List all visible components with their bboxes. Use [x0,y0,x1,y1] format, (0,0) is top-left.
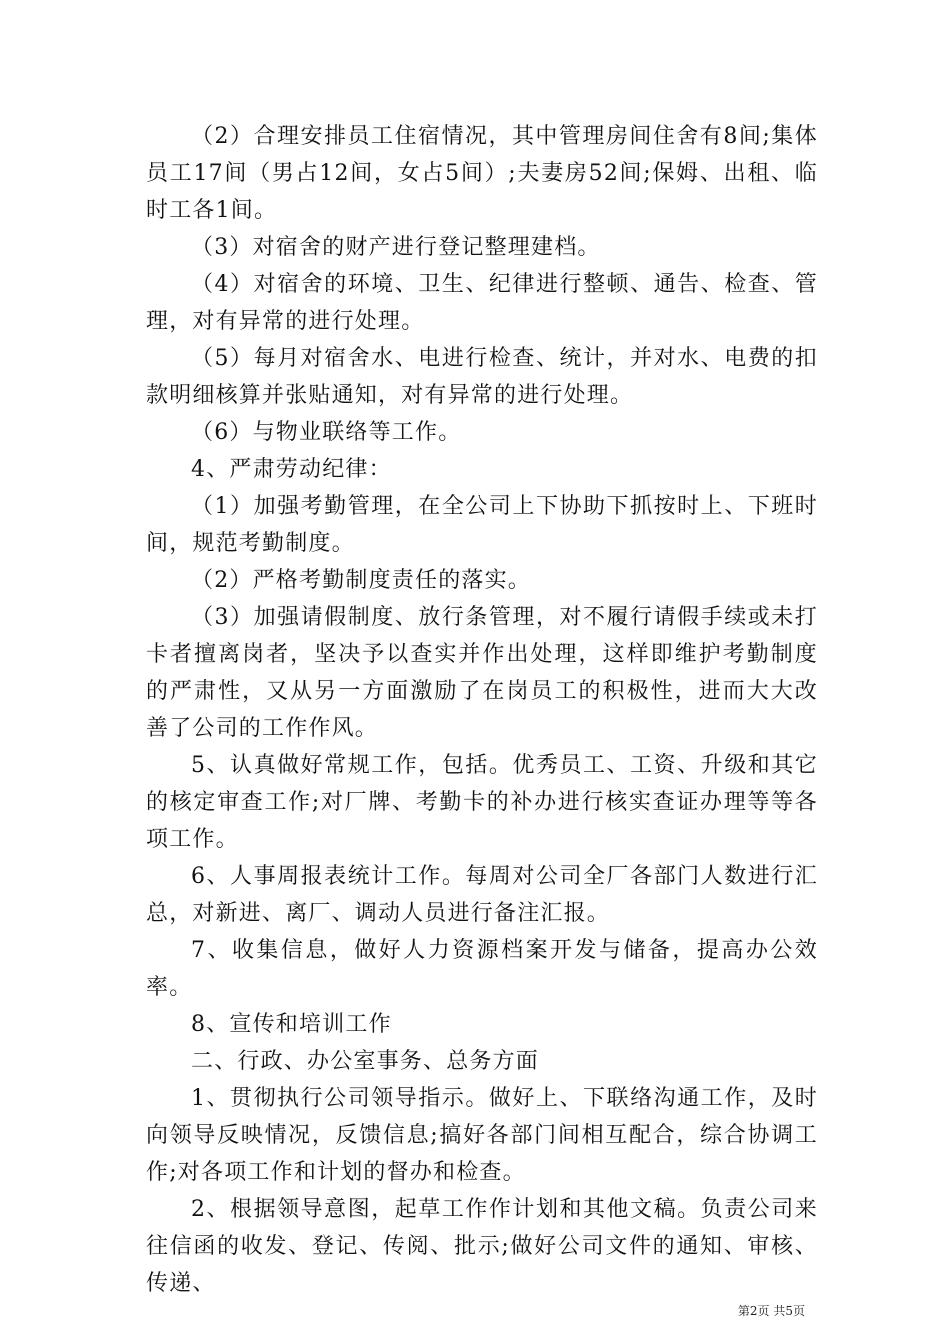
heading-labor-discipline: 4、严肃劳动纪律： [191,457,392,482]
paragraph-attendance-responsibility: （2）严格考勤制度责任的落实。 [191,568,531,593]
paragraph-utilities-check: （5）每月对宿舍水、电进行检查、统计，并对水、电费的扣款明细核算并张贴通知，对有异常的进行处理。 [146,346,818,408]
paragraph-property-liaison: （6）与物业联络等工作。 [191,420,462,445]
paragraph-weekly-report: 6、人事周报表统计工作。每周对公司全厂各部门人数进行汇总，对新进、离厂、调动人员进行备注汇报。 [146,864,818,926]
paragraph-attendance-management: （1）加强考勤管理，在全公司上下协助下抓按时上、下班时间，规范考勤制度。 [146,494,818,556]
paragraph-leave-system: （3）加强请假制度、放行条管理，对不履行请假手续或未打卡者擅离岗者，坚决予以查实并作出处理，这样即维护考勤制度的严肃性，又从另一方面激励了在岗员工的积极性，进而大大改善了公司的工作作风。 [146,605,818,741]
page-number-footer: 第2页 共5页 [737,1304,805,1318]
paragraph-drafting-documents: 2、根据领导意图，起草工作作计划和其他文稿。负责公司来往信函的收发、登记、传阅、批示;做好公司文件的通知、审核、传递、 [146,1197,818,1296]
paragraph-dorm-environment: （4）对宿舍的环境、卫生、纪律进行整顿、通告、检查、管理，对有异常的进行处理。 [146,272,818,334]
paragraph-dorm-property: （3）对宿舍的财产进行登记整理建档。 [191,235,601,260]
paragraph-leadership-instructions: 1、贯彻执行公司领导指示。做好上、下联络沟通工作，及时向领导反映情况，反馈信息;搞好各部门间相互配合，综合协调工作;对各项工作和计划的督办和检查。 [146,1086,818,1185]
paragraph-publicity-training: 8、宣传和培训工作 [191,1012,392,1037]
document-body [146,118,818,1302]
paragraph-collect-information: 7、收集信息，做好人力资源档案开发与储备，提高办公效率。 [146,938,818,1000]
section-heading-administration: 二、行政、办公室事务、总务方面 [191,1049,540,1074]
paragraph-routine-work: 5、认真做好常规工作，包括。优秀员工、工资、升级和其它的核定审查工作;对厂牌、考勤卡的补办进行核实查证办理等等各项工作。 [146,753,818,852]
paragraph-dorm-arrangement: （2）合理安排员工住宿情况，其中管理房间住舍有8间;集体员工17间（男占12间，女占5间）;夫妻房52间;保姆、出租、临时工各1间。 [146,124,818,223]
